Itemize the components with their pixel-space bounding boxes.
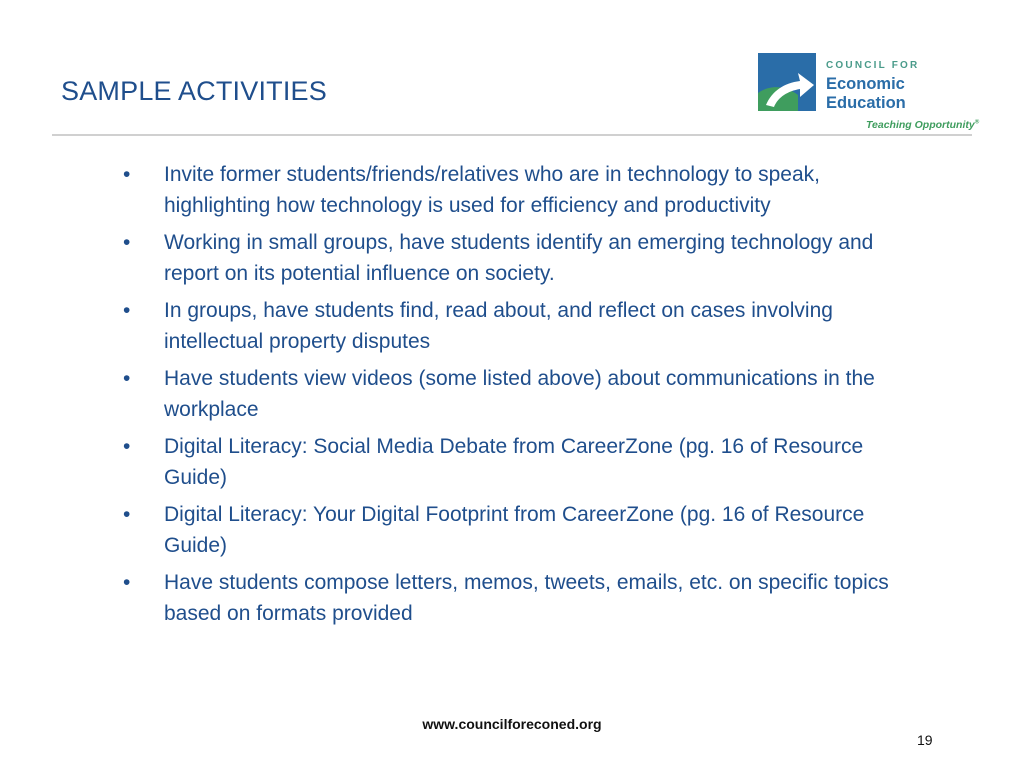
- list-item-text: Working in small groups, have students identify an emerging technology and report on its potential influence on society.: [164, 231, 874, 285]
- bullet-icon: •: [123, 435, 131, 458]
- list-item: [123, 227, 913, 289]
- page-number: 19: [917, 732, 933, 748]
- list-item-text: In groups, have students find, read about, and reflect on cases involving intellectual property disputes: [164, 299, 833, 353]
- list-item-text: Have students view videos (some listed above) about communications in the workplace: [164, 367, 875, 421]
- list-item-text: Have students compose letters, memos, tweets, emails, etc. on specific topics based on formats provided: [164, 571, 889, 625]
- list-item-text: Digital Literacy: Social Media Debate from CareerZone (pg. 16 of Resource Guide): [164, 435, 864, 489]
- footer-url: www.councilforeconed.org: [422, 716, 602, 732]
- list-item: [123, 431, 913, 493]
- logo-council-for: COUNCIL FOR: [826, 60, 920, 71]
- bullet-icon: •: [123, 163, 131, 186]
- council-for-economic-education-logo: [758, 53, 980, 135]
- list-item-text: Invite former students/friends/relatives who are in technology to speak, highlighting how technology is used for efficiency and productivity: [164, 163, 821, 217]
- logo-registered-mark: ®: [974, 119, 980, 126]
- activity-list: [123, 159, 913, 635]
- slide-title: SAMPLE ACTIVITIES: [61, 76, 327, 106]
- list-item: [123, 159, 913, 221]
- bullet-icon: •: [123, 503, 131, 526]
- logo-tagline-text: Teaching Opportunity: [866, 119, 975, 131]
- bullet-icon: •: [123, 231, 131, 254]
- list-item: [123, 295, 913, 357]
- list-item: [123, 567, 913, 629]
- list-item-text: Digital Literacy: Your Digital Footprint from CareerZone (pg. 16 of Resource Guide): [164, 503, 865, 557]
- logo-economic: Economic: [826, 75, 905, 93]
- bullet-icon: •: [123, 571, 131, 594]
- bullet-icon: •: [123, 299, 131, 322]
- cee-logo-icon: [758, 53, 816, 111]
- bullet-icon: •: [123, 367, 131, 390]
- list-item: [123, 363, 913, 425]
- logo-education: Education: [826, 94, 906, 112]
- logo-tagline: [866, 119, 979, 131]
- title-divider: [52, 134, 972, 136]
- list-item: [123, 499, 913, 561]
